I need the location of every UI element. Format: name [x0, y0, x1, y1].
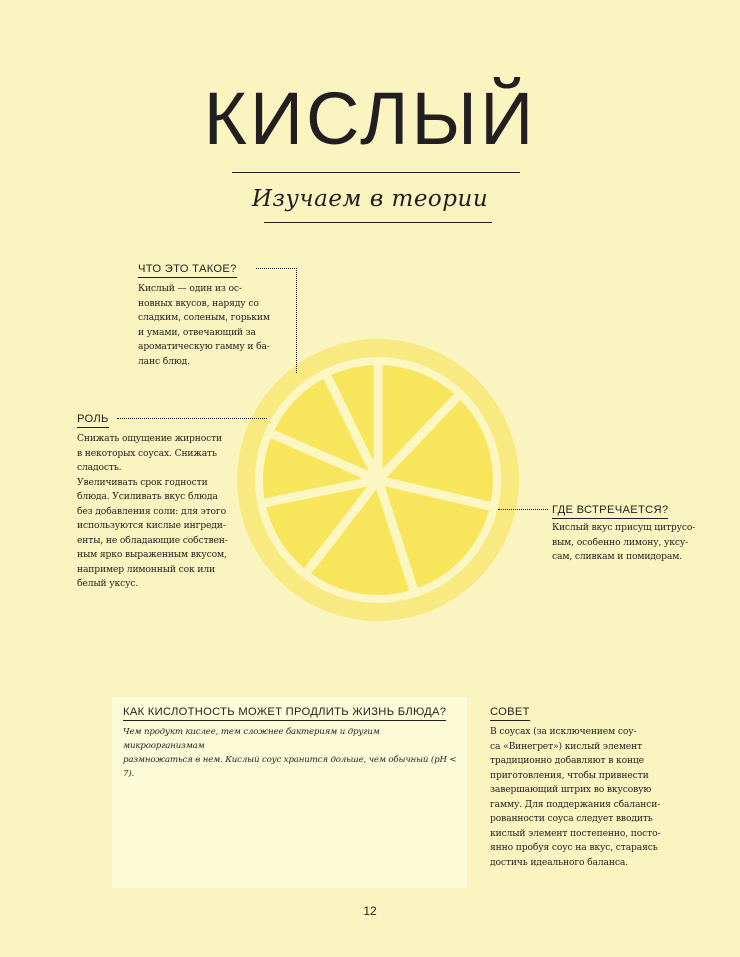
title-rule: [232, 172, 520, 173]
tip-text: В соусах (за исключением соу- са «Винегрет») кислый элемент традиционно добавляют в конце приготовления, чтобы привнести завершающий штрих во вкусовую гамму. Для поддержания сбаланси- рованности соуса следует вводить кислый элемент постепенно, посто- янно пробуя соус на вкус, стараясь достичь идеального баланса.: [490, 726, 661, 868]
page-subtitle: Изучаем в теории: [251, 186, 489, 212]
what-text: Кислый — один из ос- новных вкусов, наряду со сладким, соленым, горьким и умами, отвечающий за ароматическую гамму и ба- ланс блюд.: [138, 283, 270, 367]
where-text: Кислый вкус присущ цитрусо- вым, особенно лимону, уксу- сам, сливкам и помидорам.: [552, 522, 696, 562]
role-heading: РОЛЬ: [77, 412, 109, 428]
what-connector: [256, 268, 297, 373]
where-connector: [498, 509, 548, 510]
question-heading: КАК КИСЛОТНОСТЬ МОЖЕТ ПРОДЛИТЬ ЖИЗНЬ БЛЮДА?: [123, 705, 446, 721]
tip-heading: СОВЕТ: [490, 705, 530, 721]
what-heading: ЧТО ЭТО ТАКОЕ?: [138, 262, 237, 278]
question-text: Чем продукт кислее, тем сложнее бактериям и другим микроорганизмам размножаться в нем. Кислый соус хранится дольше, чем обычный (pH < 7).: [123, 727, 457, 779]
page-number: 12: [363, 904, 377, 918]
where-heading: ГДЕ ВСТРЕЧАЕТСЯ?: [552, 503, 668, 519]
role-connector: [117, 418, 267, 419]
page-title: КИСЛЫЙ: [203, 77, 537, 160]
lemon-slice-icon: [236, 338, 520, 622]
subtitle-rule: [264, 222, 492, 223]
role-text: Снижать ощущение жирности в некоторых соусах. Снижать сладость. Увеличивать срок годности блюда. Усиливать вкус блюда без добавления соли: для этого используются кислые ингреди- енты, не обладающие собствен- ным ярко выраженным вкусом, например лимонный сок или белый уксус.: [77, 433, 228, 589]
lemon-core: [371, 473, 385, 487]
